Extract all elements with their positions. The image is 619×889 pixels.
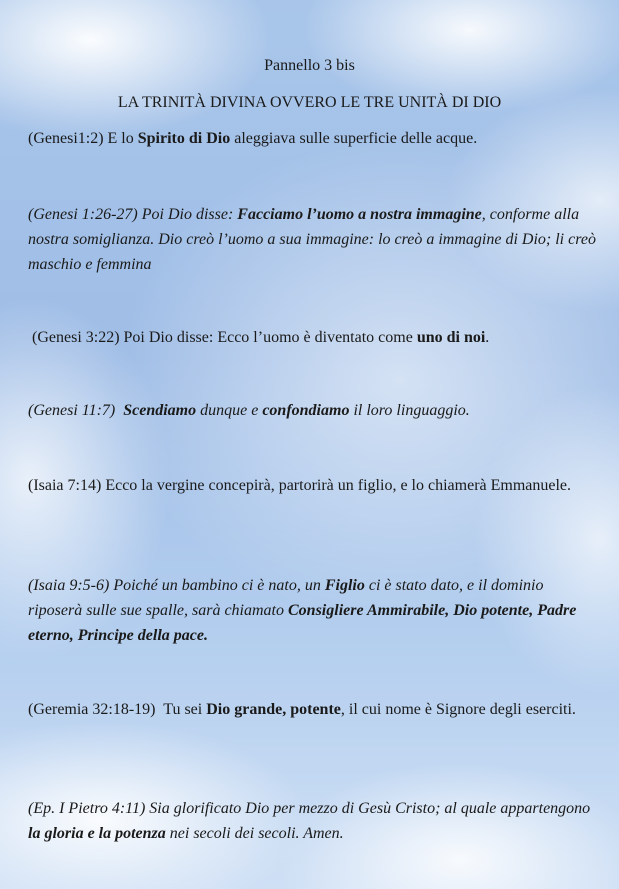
verse-ref: (Isaia 9:5-6): [28, 577, 110, 594]
verse-genesi-1-2: (Genesi1:2) E lo Spirito di Dio aleggiava sulle superficie delle acque.: [28, 130, 478, 147]
verse-geremia-32-18: (Geremia 32:18-19) Tu sei Dio grande, potente, il cui nome è Signore degli eserciti.: [28, 701, 576, 718]
verse-emphasis: Spirito di Dio: [137, 130, 231, 147]
panel-label: Pannello 3 bis: [264, 57, 355, 74]
verse-emphasis: Consigliere Ammirabile, Dio potente, Padre eterno, Principe della pace: [28, 602, 577, 644]
page-title: LA TRINITÀ DIVINA OVVERO LE TRE UNITÀ DI DIO: [117, 94, 502, 111]
verse-emphasis: Dio grande, potente: [206, 701, 341, 718]
verse-genesi-3-22: (Genesi 3:22) Poi Dio disse: Ecco l’uomo è diventato come uno di noi.: [32, 329, 490, 346]
verse-ref: (Genesi1:2): [28, 130, 104, 147]
verse-emphasis: Figlio: [324, 577, 365, 594]
verse-emphasis: Facciamo l’uomo a nostra immagine: [237, 206, 482, 223]
verse-ref: (Ep. I Pietro 4:11): [28, 800, 146, 817]
verse-ref: (Isaia 7:14): [28, 477, 102, 494]
verse-emphasis: la gloria e la potenza: [28, 825, 166, 842]
verse-ref: (Genesi 11:7): [28, 402, 116, 419]
verse-emphasis: uno di noi: [416, 329, 486, 346]
verse-genesi-11-7: (Genesi 11:7) Scendiamo dunque e confondiamo il loro linguaggio.: [28, 402, 470, 419]
verse-isaia-9-5: (Isaia 9:5-6) Poiché un bambino ci è nato, un Figlio ci è stato dato, e il dominio riposerà sulle sue spalle, sarà chiamato Consigliere Ammirabile, Dio potente, Padre eterno, Principe della pace.: [28, 577, 577, 644]
verse-pietro-4-11: (Ep. I Pietro 4:11) Sia glorificato Dio per mezzo di Gesù Cristo; al quale appartengono la gloria e la potenza nei secoli dei secoli. Amen.: [28, 800, 591, 842]
verse-ref: (Genesi 3:22): [32, 329, 120, 346]
verse-emphasis: Scendiamo: [123, 402, 197, 419]
verse-genesi-1-26: (Genesi 1:26-27) Poi Dio disse: Facciamo l’uomo a nostra immagine, conforme alla nostra somiglianza. Dio creò l’uomo a sua immagine: lo creò a immagine di Dio; li creò maschio e femmina: [28, 206, 596, 273]
verse-isaia-7-14: (Isaia 7:14) Ecco la vergine concepirà, partorirà un figlio, e lo chiamerà Emmanuele.: [28, 477, 572, 494]
verse-emphasis: confondiamo: [262, 402, 350, 419]
verse-ref: (Geremia 32:18-19): [28, 701, 156, 718]
verse-ref: (Genesi 1:26-27): [28, 206, 138, 223]
